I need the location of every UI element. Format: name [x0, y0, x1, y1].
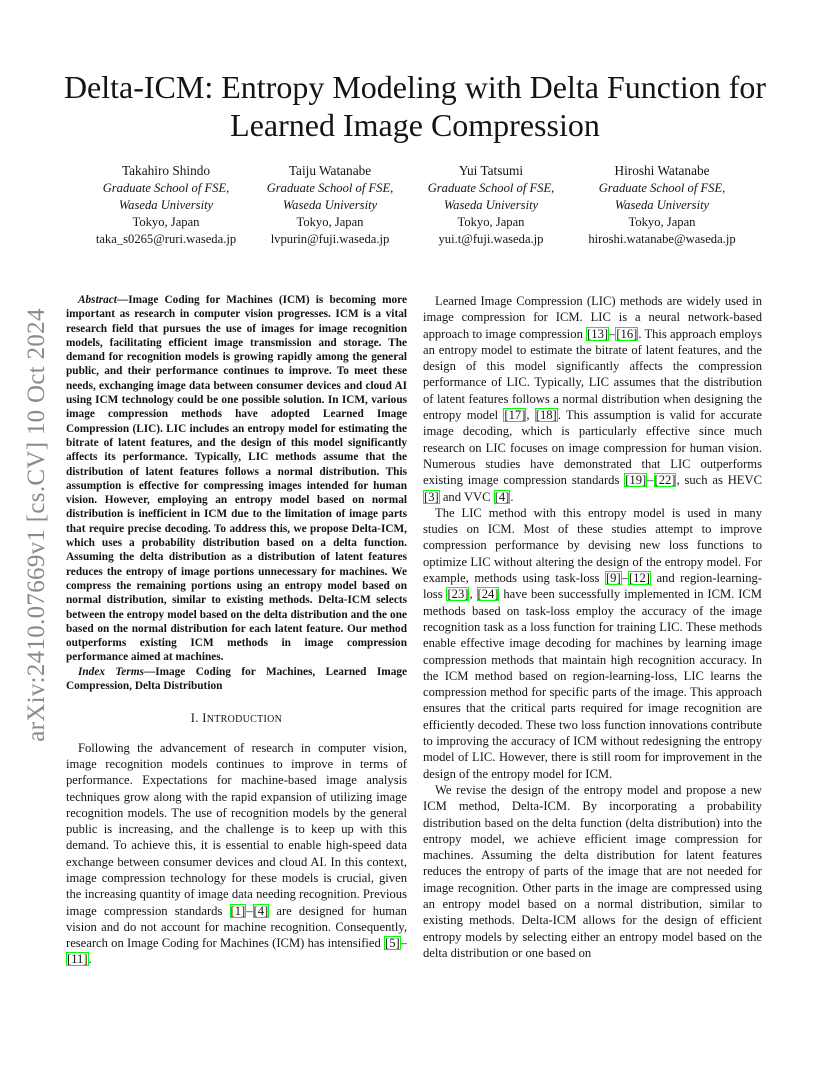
author-block-3 [391, 162, 591, 248]
range-dash: – [609, 326, 616, 341]
range-dash: – [400, 936, 407, 951]
index-terms [66, 665, 407, 694]
citation-link[interactable]: [4] [253, 903, 269, 918]
author-name: Hiroshi Watanabe [614, 163, 710, 178]
body-text: The LIC method with this entropy model is used in many studies on ICM. Most of these studies attempt to improve compression performance by devising new loss functions to optimize LIC without altering the design of the entropy model. For example, methods using task-loss [423, 505, 762, 586]
section-title-rest: NTRODUCTION [206, 714, 283, 726]
body-text: , such as HEVC [676, 473, 762, 488]
author-email: lvpurin@fuji.waseda.jp [270, 232, 390, 246]
citation-link[interactable]: [19] [625, 473, 647, 488]
arxiv-identifier [19, 290, 55, 760]
body-text: and VVC [439, 489, 494, 504]
author-university: Waseda University [614, 198, 710, 212]
citation-link[interactable]: [3] [424, 489, 439, 504]
author-university: Waseda University [443, 198, 539, 212]
body-text: have been successfully implemented in ICM. ICM methods based on task-loss employ the accuracy of the image recognition task as a loss function for training LIC. These methods enable effective image decoding for machines by learning image compression methods that maintain high recognition accuracy. In the ICM method based on region-learning-loss, LIC learns the compression method for specific parts of the image. This approach ensures that the critical parts required for image recognition are efficiently decoded. These two loss function innovations contribute to improving the accuracy of ICM without redesigning the entropy model of LIC. However, there is still room for improvement in the design of the entropy model for ICM. [423, 587, 763, 781]
abstract [66, 293, 407, 665]
body-text: Learned Image Compression (LIC) methods are widely used in image compression for ICM. LIC is a neural network-based approach to image compression [423, 294, 762, 341]
body-text: . This approach employs an entropy model to estimate the bitrate of latent features, and the design of this model significantly affects the compression performance of LIC. Typically, LIC assumes that the distribution of latent features follows a normal distribution when designing the entropy model [423, 326, 762, 423]
range-dash: – [246, 903, 253, 918]
intro-text: Following the advancement of research in computer vision, image recognition models continues to improve in terms of performance. Expectations for machine-based image analysis techniques grow along with the rapid expansion of utilizing image recognition models. The use of recognition models by the general public is increasing, and the challenge is to keep up with this demand. To achieve this, it is essential to enable high-speed data exchange between consumer devices and cloud AI. In this context, image compression technology for these models is crucial, given the increasing quantity of image data needing recognition. Previous image compression standards [66, 740, 407, 918]
author-location: Tokyo, Japan [457, 215, 525, 229]
body-text: . [510, 489, 514, 504]
intro-text: are designed for human vision and do not account for machine recognition. Consequently, research on Image Coding for Machines (ICM) has intensified [66, 903, 407, 951]
citation-link[interactable]: [23] [447, 587, 469, 602]
range-dash: – [647, 473, 654, 488]
section-title-cap: I [202, 711, 207, 726]
citation-link[interactable]: [9] [605, 571, 621, 586]
paper-title: Delta-ICM: Entropy Modeling with Delta Function for Learned Image Compression [63, 69, 767, 143]
section-numeral: I. [190, 711, 199, 726]
author-affiliation: Graduate School of FSE, [102, 181, 230, 195]
citation-link[interactable]: [18] [535, 408, 557, 423]
right-paragraph-3 [423, 782, 762, 961]
arxiv-identifier-text: arXiv:2410.07669v1 [cs.CV] 10 Oct 2024 [23, 308, 51, 742]
author-name: Takahiro Shindo [121, 163, 211, 178]
index-terms-text: —Image Coding for Machines, Learned Image Compression, Delta Distribution [66, 665, 407, 693]
citation-link[interactable]: [24] [477, 587, 499, 602]
citation-link[interactable]: [13] [587, 326, 609, 341]
citation-link[interactable]: [11] [67, 952, 88, 967]
author-block-4 [562, 162, 762, 248]
intro-paragraph-1 [66, 740, 407, 968]
comma: , [469, 587, 477, 602]
intro-text: . [88, 952, 92, 967]
citation-link[interactable]: [16] [616, 326, 638, 341]
abstract-text: —Image Coding for Machines (ICM) is becoming more important as research in computer vision progresses. ICM is a vital research field that pursues the use of images for image recognition models, facilitating efficient image transmission and storage. The demand for recognition models is growing rapidly among the general public, and their performance continues to improve. To meet these needs, exchanging image data between consumer devices and cloud AI using ICM technology could be one possible solution. In ICM, various image compression methods have adopted Learned Image Compression (LIC). LIC includes an entropy model for estimating the bitrate of latent features, and the design of this model significantly affects its performance. Typically, LIC methods assume that the distribution of latent features follows a normal distribution. This assumption is effective for compressing images intended for human vision. However, employing an entropy model based on normal distribution is inefficient in ICM due to the limitation of image parts that require precise decoding. To address this, we propose Delta-ICM, which uses a probability distribution based on a delta function. Assuming the delta distribution as a distribution of latent features reduces the entropy of image portions unnecessary for machines. We compress the remaining portions using an entropy model based on normal distribution, similar to existing methods. Delta-ICM selects between the entropy model based on the delta distribution and the one based on the normal distribution for each latent feature. Our method outperforms existing ICM methods in image compression performance aimed at machines. [66, 294, 407, 664]
range-dash: – [621, 571, 628, 586]
author-email: hiroshi.watanabe@waseda.jp [588, 232, 736, 246]
body-text: We revise the design of the entropy model and propose a new ICM method, Delta-ICM. By incorporating a probability distribution based on the delta function (delta distribution) into the entropy model, we achieve efficient image compression for machines. Assuming the delta distribution for latent features reduces the entropy of parts of the image that are not needed for image recognition. Other parts in the image are compressed using an entropy model based on a normal distribution, similar to existing methods. Delta-ICM allows for the design of efficient entropy models by selecting either an entropy model based on the delta distribution or one based on [423, 782, 762, 960]
author-university: Waseda University [118, 198, 214, 212]
citation-link[interactable]: [22] [654, 473, 676, 488]
author-location: Tokyo, Japan [132, 215, 200, 229]
citation-link[interactable]: [1] [230, 903, 246, 918]
body-text: . This assumption is valid for accurate image decoding, which is particularly effective since much research on LIC focuses on image compression for human vision. Numerous studies have demonstrated that LIC outperforms existing image compression standards [423, 408, 762, 488]
right-paragraph-1 [423, 293, 762, 505]
right-paragraph-2 [423, 505, 762, 782]
body-text: and region-learning-loss [423, 571, 762, 602]
citation-link[interactable]: [17] [504, 408, 526, 423]
comma: , [526, 408, 535, 423]
citation-link[interactable]: [5] [385, 936, 400, 951]
author-location: Tokyo, Japan [296, 215, 364, 229]
abstract-label: Abstract [78, 294, 117, 306]
author-name: Yui Tatsumi [458, 163, 524, 178]
author-location: Tokyo, Japan [628, 215, 696, 229]
left-column [66, 293, 407, 968]
section-heading-introduction [66, 710, 407, 728]
index-terms-label: Index Terms [78, 665, 144, 678]
right-column [423, 293, 762, 961]
author-affiliation: Graduate School of FSE, [427, 181, 555, 195]
author-email: yui.t@fuji.waseda.jp [438, 232, 544, 246]
author-affiliation: Graduate School of FSE, [598, 181, 726, 195]
author-university: Waseda University [282, 198, 378, 212]
author-name: Taiju Watanabe [288, 163, 372, 178]
citation-link[interactable]: [12] [628, 571, 650, 586]
citation-link[interactable]: [4] [494, 489, 510, 504]
author-affiliation: Graduate School of FSE, [266, 181, 394, 195]
author-email: taka_s0265@ruri.waseda.jp [95, 232, 237, 246]
